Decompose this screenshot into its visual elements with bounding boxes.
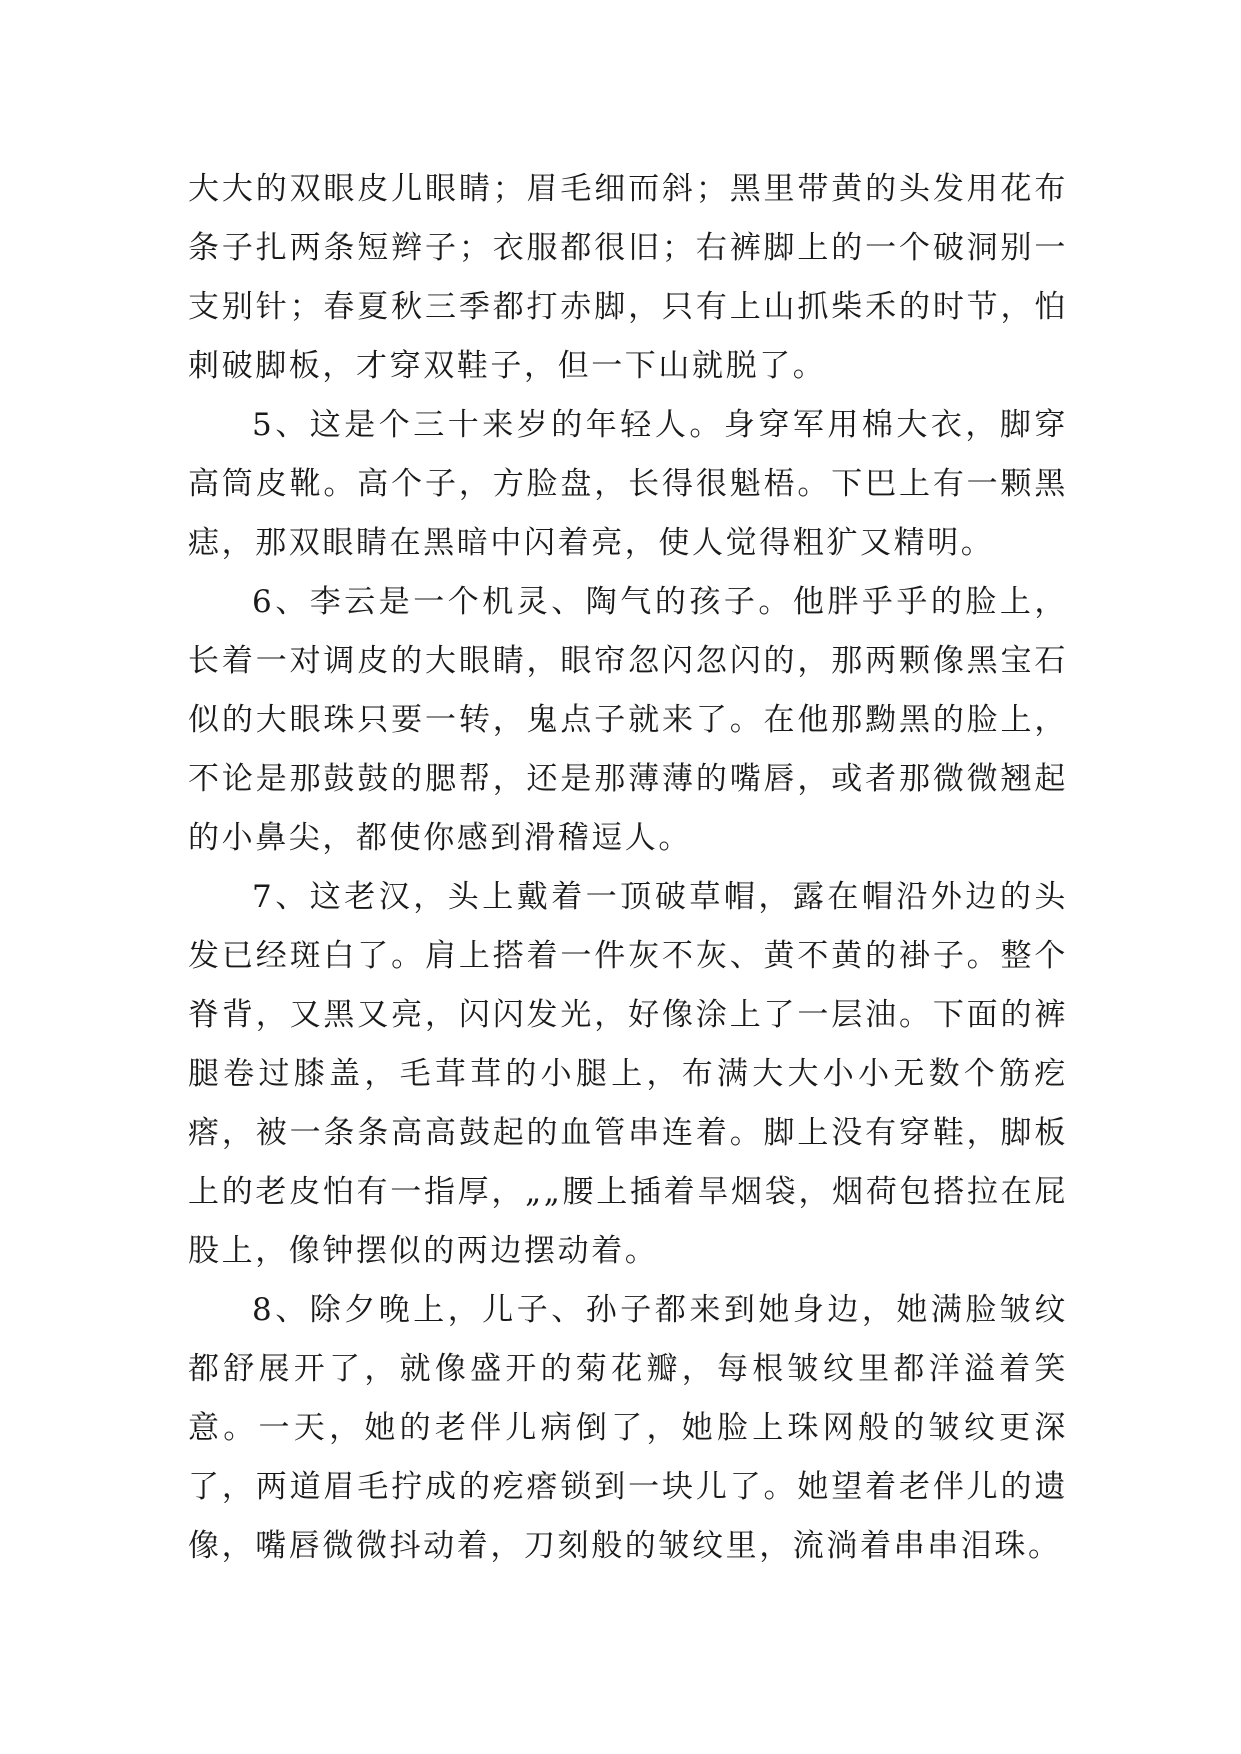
- paragraph-item-6: 6、李云是一个机灵、陶气的孩子。他胖乎乎的脸上，长着一对调皮的大眼睛，眼帘忽闪忽闪的，那两颗像黑宝石似的大眼珠只要一转，鬼点子就来了。在他那黝黑的脸上，不论是那鼓鼓的腮帮，还是那薄薄的嘴唇，或者那微微翘起的小鼻尖，都使你感到滑稽逗人。: [188, 584, 1068, 856]
- paragraph-item-7: 7、这老汉，头上戴着一顶破草帽，露在帽沿外边的头发已经斑白了。肩上搭着一件灰不灰、黄不黄的褂子。整个脊背，又黑又亮，闪闪发光，好像涂上了一层油。下面的裤腿卷过膝盖，毛茸茸的小腿上，布满大大小小无数个筋疙瘩，被一条条高高鼓起的血管串连着。脚上没有穿鞋，脚板上的老皮怕有一指厚，„„腰上插着旱烟袋，烟荷包搭拉在屁股上，像钟摆似的两边摆动着。: [188, 879, 1068, 1269]
- paragraph-item-5: 5、这是个三十来岁的年轻人。身穿军用棉大衣，脚穿高筒皮靴。高个子，方脸盘，长得很魁梧。下巴上有一颗黑痣，那双眼睛在黑暗中闪着亮，使人觉得粗犷又精明。: [188, 407, 1068, 561]
- paragraph-item-8: 8、除夕晚上，儿子、孙子都来到她身边，她满脸皱纹都舒展开了，就像盛开的菊花瓣，每根皱纹里都洋溢着笑意。一天，她的老伴儿病倒了，她脸上珠网般的皱纹更深了，两道眉毛拧成的疙瘩锁到一块儿了。她望着老伴儿的遗像，嘴唇微微抖动着，刀刻般的皱纹里，流淌着串串泪珠。: [188, 1292, 1068, 1564]
- document-page: [188, 160, 1068, 1576]
- paragraph-continuation: 大大的双眼皮儿眼睛；眉毛细而斜；黑里带黄的头发用花布条子扎两条短辫子；衣服都很旧；右裤脚上的一个破洞别一支别针；春夏秋三季都打赤脚，只有上山抓柴禾的时节，怕刺破脚板，才穿双鞋子，但一下山就脱了。: [188, 171, 1068, 384]
